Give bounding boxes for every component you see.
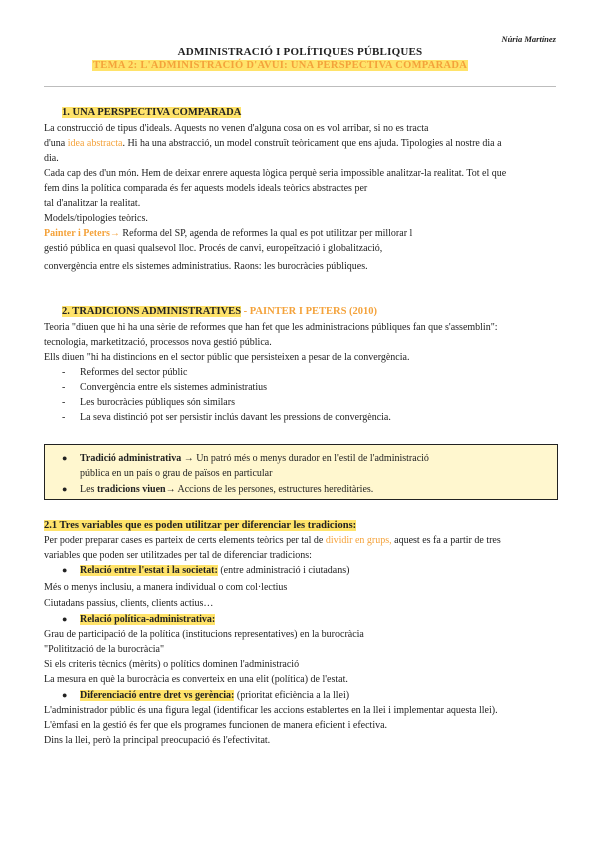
- paragraph-line: fem dins la política comparada és fer aquests models ideals teòrics abstractes per: [44, 183, 368, 194]
- paragraph-line: Per poder preparar cases es parteix de certs elements teòrics per tal de dividir en grups, aquest es fa a partir de tres: [44, 535, 501, 546]
- bullet-icon: ●: [62, 614, 68, 624]
- variable-1: Relació entre l'estat i la societat: (entre administració i ciutadans): [80, 565, 350, 576]
- paragraph-line: Teoria "diuen que hi ha una sèrie de reformes que han fet que les administracions públiques fan que s'assemblin":: [44, 322, 498, 333]
- paragraph-line: Cada cap des d'un món. Hem de deixar enrere aquesta lògica perquè seria impossible analitzar-la realitat. Tot el que: [44, 168, 507, 179]
- highlight-painter-peters: Painter i Peters→: [44, 228, 120, 239]
- box-item-2: Les tradicions viuen→ Accions de les persones, estructures hereditàries.: [80, 484, 374, 495]
- bullet-icon: ●: [62, 484, 68, 494]
- box-item-1: Tradició administrativa → Un patró més o menys durador en l'estil de l'administració: [80, 453, 429, 464]
- paragraph-line: Si els criteris tècnics (mèrits) o polítics dominen l'administració: [44, 659, 300, 670]
- dash-list-item: -: [62, 367, 66, 378]
- paragraph-line: convergència entre els sistemes administratius. Raons: les burocràcies públiques.: [44, 261, 368, 272]
- highlight-dividir-grups: dividir en grups,: [325, 535, 392, 546]
- section-2-heading: 2. TRADICIONS ADMINISTRATIVES - PAINTER I PETERS (2010): [62, 306, 378, 317]
- paragraph-line: gestió pública en quasi qualsevol lloc. Procés de canvi, europeïtzació i globalització,: [44, 243, 383, 254]
- paragraph-line: tecnologia, marketització, processos nova gestió pública.: [44, 337, 272, 348]
- variable-2: Relació política-administrativa:: [80, 614, 216, 625]
- section-1-heading: 1. UNA PERSPECTIVA COMPARADA: [62, 107, 242, 118]
- paragraph-line: L'administrador públic és una figura legal (identificar les accions establertes en la llei i implementar aquesta llei).: [44, 705, 498, 716]
- bullet-icon: ●: [62, 690, 68, 700]
- bullet-icon: ●: [62, 453, 68, 463]
- dash-list-item: -: [62, 412, 66, 423]
- dash-list-item: -: [62, 382, 66, 393]
- highlight-idea-abstracta: idea abstracta: [67, 138, 123, 149]
- box-item-1-cont: pública en un país o grau de països en particular: [80, 468, 273, 479]
- dash-list-item-text: Les burocràcies públiques són similars: [80, 397, 235, 408]
- paragraph-line: Ells diuen "hi ha distincions en el sector públic que persisteixen a pesar de la convergència.: [44, 352, 410, 363]
- dash-list-item-text: Convergència entre els sistemes administratius: [80, 382, 267, 393]
- paragraph-line: tal d'analitzar la realitat.: [44, 198, 141, 209]
- dash-list-item: -: [62, 397, 66, 408]
- document-title: ADMINISTRACIÓ I POLÍTIQUES PÚBLIQUES: [177, 46, 423, 58]
- paragraph-line: Dins la llei, però la principal preocupació és l'efectivitat.: [44, 735, 271, 746]
- paragraph-line: d'una idea abstracta. Hi ha una abstracció, un model construït teòricament que ens ajuda. Tipologies al nostre dia a: [44, 138, 502, 149]
- paragraph-line: La construcció de tipus d'ideals. Aquests no venen d'alguna cosa on es vol arribar, si no es tracta: [44, 123, 429, 134]
- paragraph-line: Painter i Peters→ Reforma del SP, agenda de reformes la qual es pot utilitzar per millorar l: [44, 228, 413, 239]
- bullet-icon: ●: [62, 565, 68, 575]
- dash-list-item-text: Reformes del sector públic: [80, 367, 188, 378]
- paragraph-line: Més o menys inclusiu, a manera individual o com col·lectius: [44, 582, 288, 593]
- paragraph-line: La mesura en què la burocràcia es converteix en una elit (política) de l'estat.: [44, 674, 348, 685]
- paragraph-line: Grau de participació de la política (institucions representatives) en la burocràcia: [44, 629, 364, 640]
- paragraph-line: variables que poden ser utilitzades per tal de diferenciar tradicions:: [44, 550, 312, 561]
- variable-3: Diferenciació entre dret vs gerència: (prioritat eficiència a la llei): [80, 690, 350, 701]
- dash-list-item-text: La seva distinció pot ser persistir inclús davant les pressions de convergència.: [80, 412, 391, 423]
- paragraph-line: L'èmfasi en la gestió és fer que els programes funcionen de manera eficient i efectiva.: [44, 720, 388, 731]
- paragraph-line: Ciutadans passius, clients, clients actius…: [44, 598, 214, 609]
- paragraph-line: Models/tipologies teòrics.: [44, 213, 148, 224]
- header-divider: [44, 86, 556, 87]
- section-2-1-heading: 2.1 Tres variables que es poden utilitzar per diferenciar les tradicions:: [44, 520, 357, 531]
- document-subtitle: TEMA 2: L'ADMINISTRACIÓ D'AVUI: UNA PERSPECTIVA COMPARADA: [93, 60, 468, 71]
- paragraph-line: dia.: [44, 153, 59, 164]
- author-name: Núria Martínez: [501, 34, 556, 44]
- paragraph-line: "Politització de la burocràcia": [44, 644, 165, 655]
